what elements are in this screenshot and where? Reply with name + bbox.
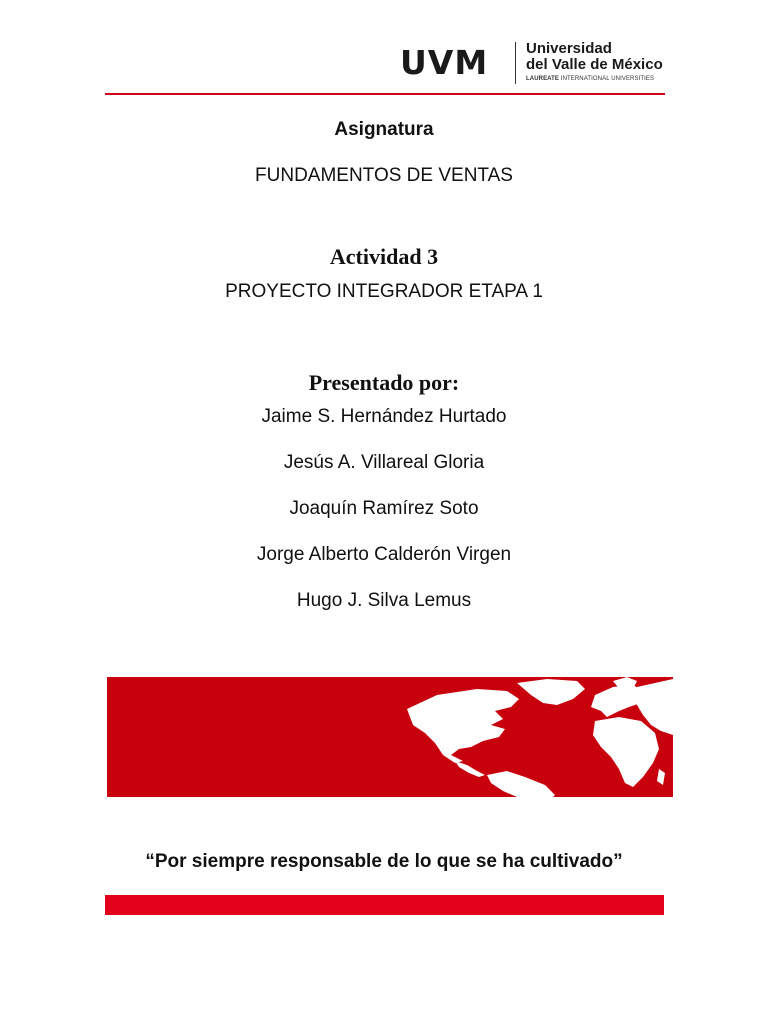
activity-value: PROYECTO INTEGRADOR ETAPA 1 — [225, 281, 543, 302]
logo-tagline — [526, 76, 654, 82]
presented-heading: Presentado por: — [308, 370, 460, 395]
activity-heading: Actividad 3 — [329, 244, 439, 269]
world-map-banner — [107, 677, 673, 797]
logo-mark: UVM — [400, 43, 489, 82]
presenter-name: Hugo J. Silva Lemus — [296, 590, 472, 611]
presenter-name: Jesús A. Villareal Gloria — [283, 452, 485, 473]
presenter-name: Jorge Alberto Calderón Virgen — [256, 544, 512, 565]
presenter-name: Joaquín Ramírez Soto — [289, 498, 479, 519]
footer-bar — [105, 895, 664, 915]
world-map-icon — [107, 677, 673, 797]
uvm-logo — [400, 40, 663, 90]
header-divider — [105, 93, 665, 95]
logo-separator — [515, 42, 516, 84]
subject-heading: Asignatura — [334, 119, 434, 140]
logo-tagline-rest: INTERNATIONAL UNIVERSITIES — [559, 76, 655, 82]
motto: “Por siempre responsable de lo que se ha cultivado” — [145, 851, 623, 872]
subject-value: FUNDAMENTOS DE VENTAS — [255, 165, 513, 186]
logo-university-name-line2: del Valle de México — [526, 56, 663, 73]
presenter-name: Jaime S. Hernández Hurtado — [261, 406, 507, 427]
logo-university-name-line1: Universidad — [526, 40, 612, 57]
logo-tagline-bold: LAUREATE — [526, 76, 560, 82]
